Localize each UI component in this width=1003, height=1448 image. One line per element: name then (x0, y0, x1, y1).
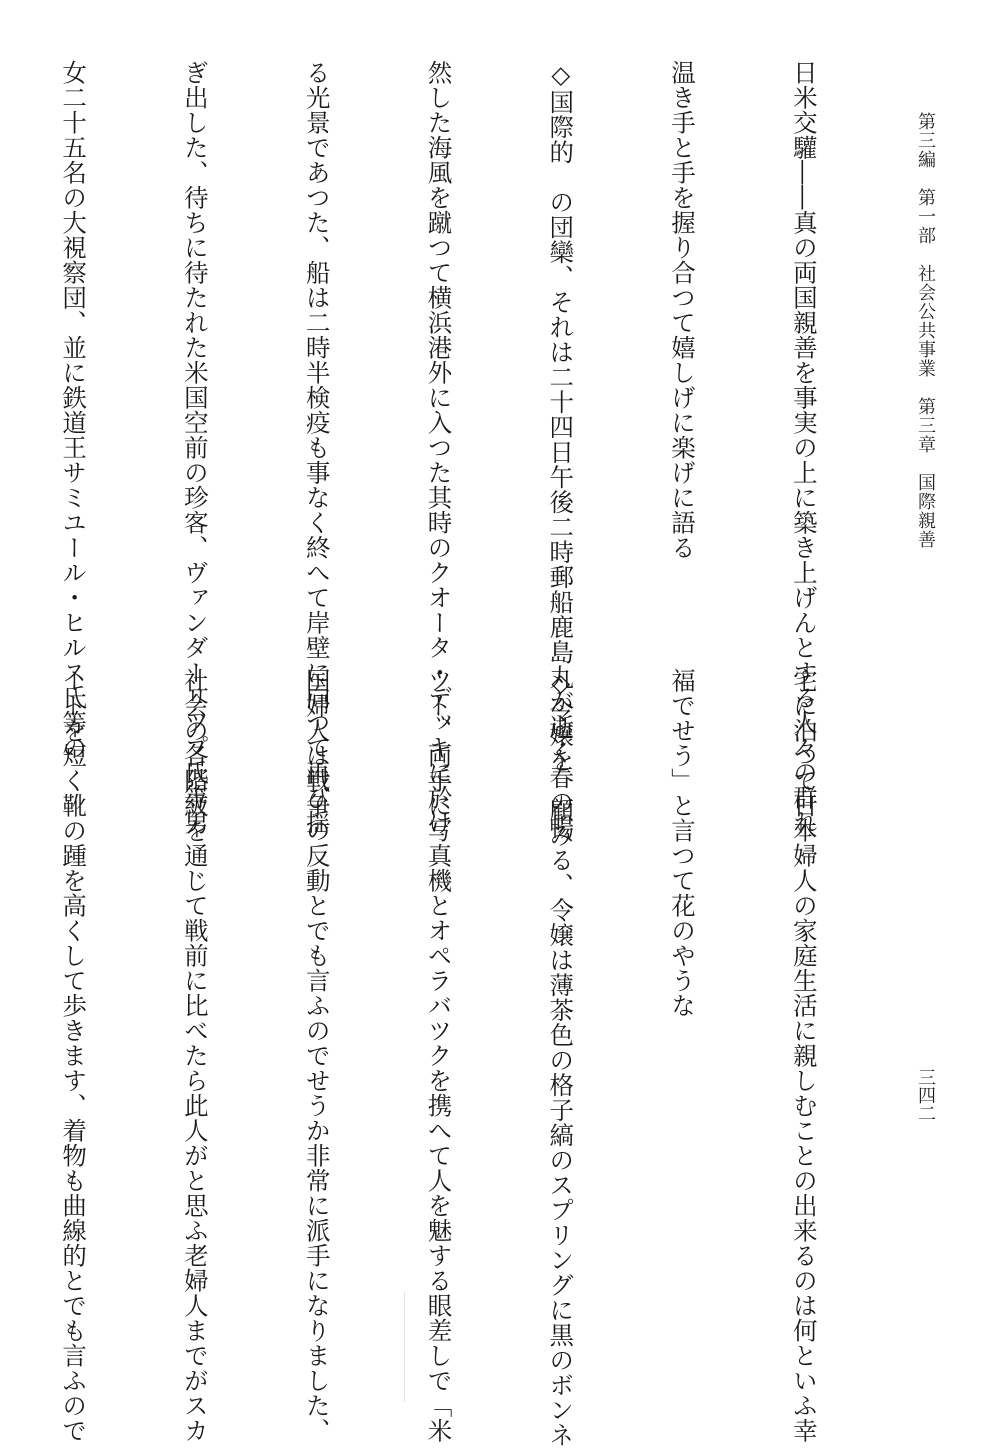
text-column: る光景であつた、船は二時半検疫も事なく終へて岸壁に向つて再び揺 (302, 60, 332, 835)
text-column: ートを短く靴の踵を高くして歩きます、着物も曲線的とでも言ふので (59, 668, 89, 1443)
text-column: 温き手と手を握り合つて嬉しげに楽げに語る (668, 60, 698, 560)
upper-text-block (59, 60, 905, 840)
text-column: 然した海風を蹴つて横浜港外に入つた其時のクオータ・デッキに於け (424, 60, 454, 835)
text-column: ◇国際的 の団欒、それは二十四日午後二時郵船鹿島丸が逝く春の暢 (546, 60, 576, 840)
running-header: 第三編 第一部 社会公共事業 第三章 国際親善 (915, 112, 936, 549)
page-number: 三四二 (915, 1068, 936, 1122)
text-column: ぎ出した、待ちに待たれた米国空前の珍客、ヴァンダーリツプ氏等男 (180, 60, 210, 835)
text-column: 宅に泊つて日本婦人の家庭生活に親しむことの出来るのは何といふ幸 (789, 668, 819, 1443)
text-column: ◇令嬢を 顧みる、令嬢は薄茶色の格子縞のスプリングに黒のボンネ (546, 668, 576, 1448)
page-fold-line (404, 1292, 405, 1402)
text-column: 日米交驩――真の両国親善を事実の上に築き上げんとする人々の群れ (789, 60, 819, 835)
lower-text-block (59, 668, 905, 1448)
text-column: 福でせう」と言つて花のやうな (668, 668, 698, 1018)
text-column: 国婦人は戦争の反動とでも言ふのでせうか非常に派手になりました、 (302, 668, 332, 1443)
text-column: ツト、両手に写真機とオペラバツクを携へて人を魅する眼差しで「米 (424, 668, 454, 1443)
text-column: 女二十五名の大視察団、並に鉄道王サミユール・ヒルス氏等の (59, 60, 89, 760)
text-column: 社会の各階級を通じて戦前に比べたら此人がと思ふ老婦人までがスカ (180, 668, 210, 1443)
